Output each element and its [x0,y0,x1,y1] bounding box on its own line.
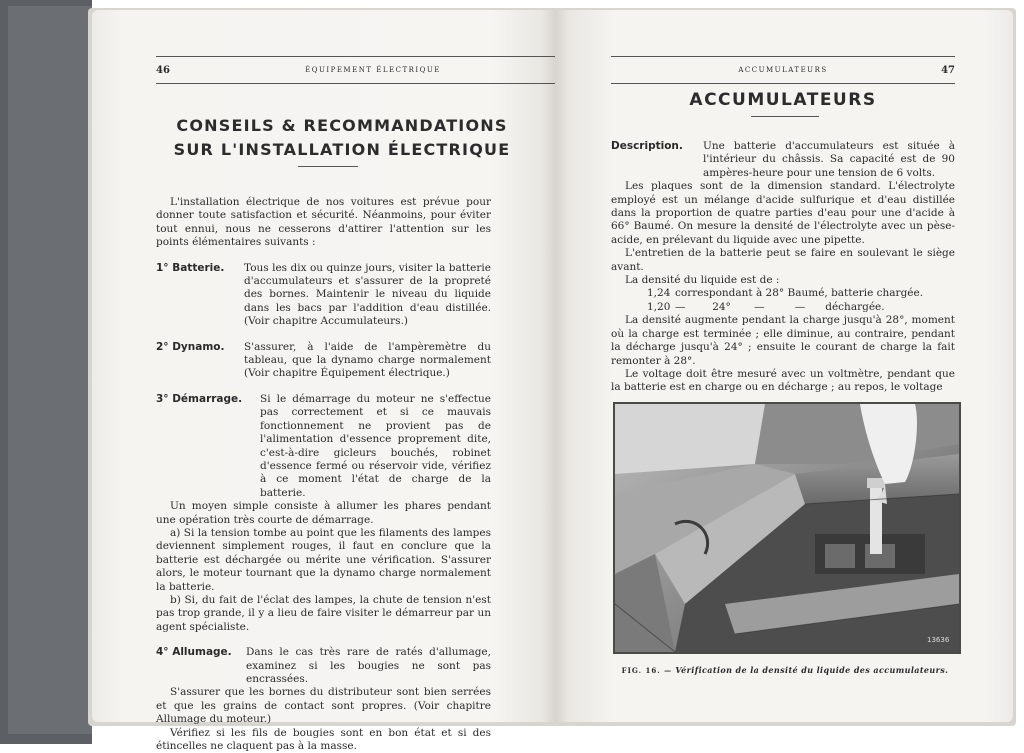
page-number: 46 [156,65,170,76]
paragraph: L'entretien de la batterie peut se faire en soulevant le siège avant. [611,247,955,273]
section-text: S'assurer, à l'aide de l'ampèremètre du tableau, que la dynamo charge normalement (Voir chapitre Équipement électrique.) [244,340,491,380]
photo-number: 13636 [927,636,950,644]
section-heading: 3° Démarrage. [156,392,243,405]
battery-photo [613,402,961,654]
paragraph: Vérifiez si les fils de bougies sont en bon état et si des étincelles ne claquent pas à la masse. [156,726,491,753]
density-row [611,287,955,300]
paragraph: S'assurer que les bornes du distributeur sont bien serrées et que les grains de contact sont propres. (Voir chapitre Allumage du moteur.) [156,686,491,726]
section-text: Une batterie d'accumulateurs est située à l'intérieur du châssis. Sa capacité est de 90 ampères-heure pour une tension de 6 volts. [703,140,955,179]
title-line-1: CONSEILS & RECOMMANDATIONS [176,116,508,135]
section-heading: 4° Allumage. [156,646,232,659]
title-line-2: SUR L'INSTALLATION ÉLECTRIQUE [173,140,511,159]
section-text: Si le démarrage du moteur ne s'effectue pas correctement et si ce mauvais fonctionnement ne provient pas de l'alimentation d'essence proprement dite, c'est-à-dire gicleurs bouchés, robinet d'essence fermé ou réservoir vide, vérifiez à ce moment l'état de charge de la batterie. [260,392,491,499]
paragraph: Les plaques sont de la dimension standard. L'électrolyte employé est un mélange d'acide sulfurique et d'eau distillée dans la proportion de quatre parties d'eau pour une d'acide à 66° Baumé. On mesure la densité de l'électrolyte avec un pèse-acide, en prélevant du liquide avec une pipette. [611,180,955,246]
intro-paragraph: L'installation électrique de nos voitures est prévue pour donner toute satisfaction et sécurité. Néanmoins, pour éviter tout ennui, nous ne cesserons d'attirer l'attention sur les points élémentaires suivants : [156,196,491,249]
section-demarrage [156,393,491,500]
paragraph: La densité du liquide est de : [625,274,780,287]
left-body [156,196,491,753]
section-dynamo [156,341,491,381]
section-heading: Description. [611,140,683,152]
caption-text: Vérification de la densité du liquide des accumulateurs. [675,665,949,675]
paragraph: a) Si la tension tombe au point que les filaments des lampes deviennent simplement rouges, il faut en conclure que la batterie est déchargée ou mérite une vérification. S'assurer alors, le moteur tournant que la dynamo charge normalement la batterie. [156,526,491,593]
paragraph: Le voltage doit être mesuré avec un voltmètre, pendant que la batterie est en charge ou en décharge ; au repos, le voltage [611,367,955,394]
section-text: Dans le cas très rare de ratés d'allumage, examinez si les bougies ne sont pas encrassées. [246,646,491,685]
right-page [555,10,1013,722]
title-rule [298,166,358,167]
title-rule [751,116,819,117]
battery-photo-illustration [615,404,959,652]
running-head-text: ÉQUIPEMENT ÉLECTRIQUE [305,66,441,74]
section-heading: 1° Batterie. [156,261,225,274]
paragraph: La densité augmente pendant la charge jusqu'à 28°, moment où la charge est terminée ; elle diminue, au contraire, pendant la décharge jusqu'à 24° ; ensuite le courant de charge la fait remonter à 28°. [611,314,955,367]
left-page [92,10,555,753]
figure-caption [595,665,975,675]
page-title: ACCUMULATEURS [689,90,877,110]
section-description [611,140,955,180]
section-heading: 2° Dynamo. [156,340,225,353]
page-number: 47 [941,65,955,76]
left-running-head [156,56,590,84]
section-batterie [156,262,491,329]
paragraph: Un moyen simple consiste à allumer les phares pendant une opération très courte de démarrage. [156,500,491,526]
right-running-head [611,56,955,84]
density-row [611,301,955,314]
density-text: — 24° — — déchargée. [675,300,885,313]
running-head-text: ACCUMULATEURS [738,66,828,74]
paragraph: b) Si, du fait de l'éclat des lampes, la chute de tension n'est pas trop grande, il y a lieu de faire visiter le démarreur par un agent spécialiste. [156,593,491,633]
scan-background [0,0,92,744]
density-value: 1,20 [647,300,671,313]
figure-label: FIG. 16. — [621,666,673,675]
section-allumage [156,646,491,686]
page-title [132,114,552,162]
density-value: 1,24 [647,287,671,300]
right-body [611,140,955,395]
section-text: Tous les dix ou quinze jours, visiter la batterie d'accumulateurs et s'assurer de la propreté des bornes. Maintenir le niveau du liquide dans les bacs par l'addition d'eau distillée. (Voir chapitre Accumulateurs.) [244,261,491,328]
density-text: correspondant à 28° Baumé, batterie chargée. [675,287,924,300]
